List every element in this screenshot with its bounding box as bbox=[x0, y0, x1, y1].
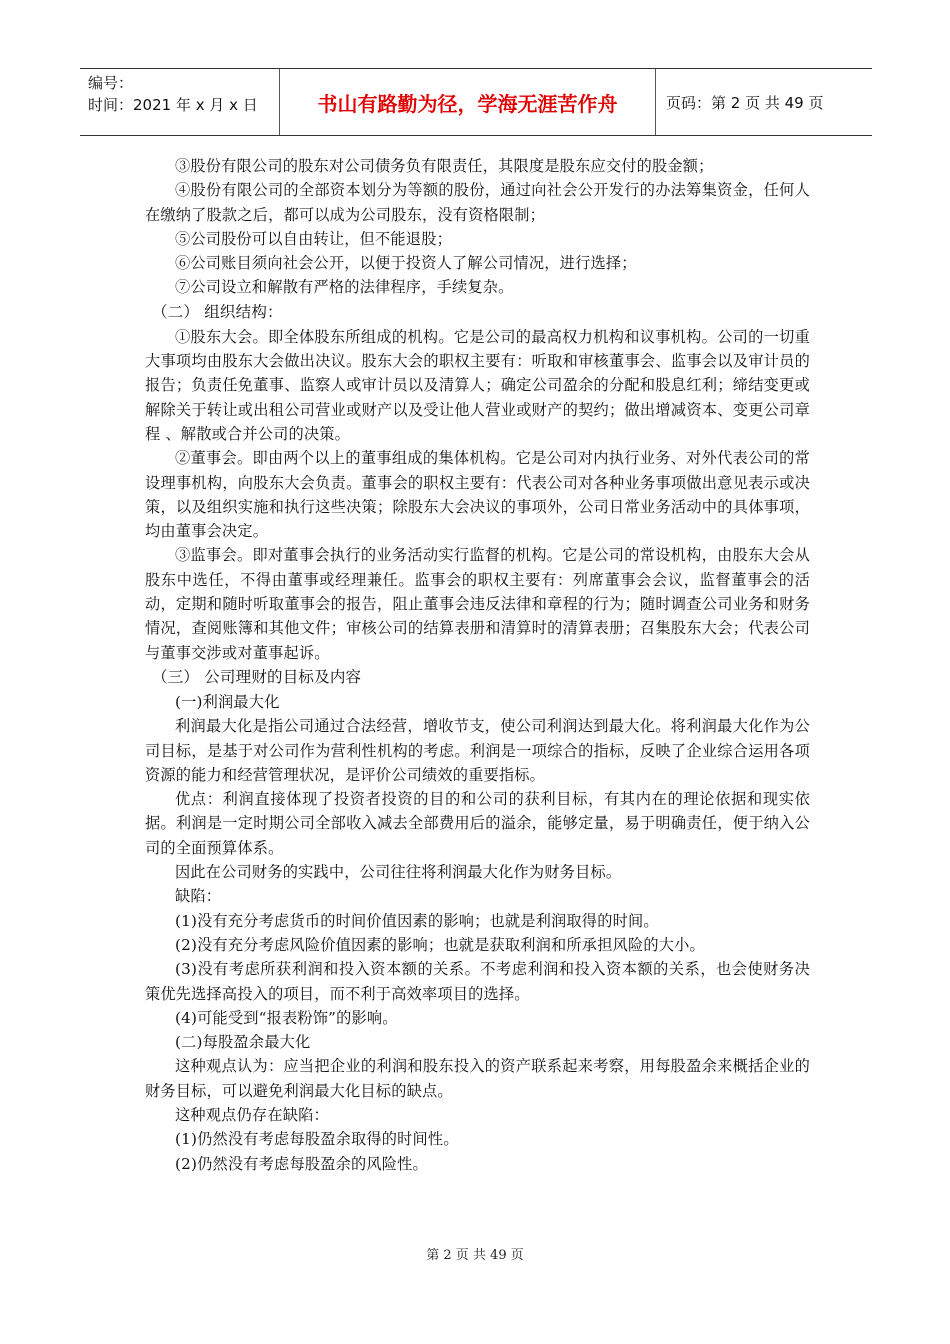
paragraph: (1)没有充分考虑货币的时间价值因素的影响；也就是利润取得的时间。 bbox=[175, 911, 659, 930]
header-meta bbox=[80, 69, 280, 135]
header-code-label: 编号： bbox=[88, 74, 134, 92]
header-date: 时间：2021 年 x 月 x 日 bbox=[88, 96, 258, 114]
paragraph: (3)没有考虑所获利润和投入资本额的关系。不考虑利润和投入资本额的关系，也会使财务决策优先选择高投入的项目，而不利于高效率项目的选择。 bbox=[145, 960, 810, 1003]
paragraph: 这种观点仍存在缺陷： bbox=[175, 1105, 329, 1124]
paragraph: ④股份有限公司的全部资本划分为等额的股份，通过向社会公开发行的办法筹集资金，任何人在缴纳了股款之后，都可以成为公司股东，没有资格限制； bbox=[145, 181, 810, 224]
paragraph: (一)利润最大化 bbox=[175, 692, 280, 711]
paragraph: ③监事会。即对董事会执行的业务活动实行监督的机构。它是公司的常设机构，由股东大会从股东中选任，不得由董事或经理兼任。监事会的职权主要有：列席董事会会议，监督董事会的活动，定期和随时听取董事会的报告，阻止董事会违反法律和章程的行为；随时调查公司业务和财务情况，查阅账簿和其他文件；审核公司的结算表册和清算时的清算表册；召集股东大会；代表公司与董事交涉或对董事起诉。 bbox=[145, 546, 810, 662]
paragraph: (2)仍然没有考虑每股盈余的风险性。 bbox=[175, 1154, 428, 1173]
paragraph: (4)可能受到“报表粉饰”的影响。 bbox=[175, 1008, 398, 1027]
header-page-info: 页码：第 2 页 共 49 页 bbox=[666, 93, 824, 112]
paragraph: 因此在公司财务的实践中，公司往往将利润最大化作为财务目标。 bbox=[175, 863, 622, 882]
paragraph: ②董事会。即由两个以上的董事组成的集体机构。它是公司对内执行业务、对外代表公司的常设理事机构，向股东大会负责。董事会的职权主要有：代表公司对各种业务事项做出意见表示或决策，以及组织实施和执行这些决策；除股东大会决议的事项外，公司日常业务活动中的具体事项，均由董事会决定。 bbox=[145, 449, 810, 541]
paragraph: 利润最大化是指公司通过合法经营，增收节支，使公司利润达到最大化。将利润最大化作为公司目标，是基于对公司作为营利性机构的考虑。利润是一项综合的指标，反映了企业综合运用各项资源的能力和经营管理状况，是评价公司绩效的重要指标。 bbox=[145, 717, 810, 784]
paragraph: (2)没有充分考虑风险价值因素的影响；也就是获取利润和所承担风险的大小。 bbox=[175, 935, 705, 954]
section-heading: （三） 公司理财的目标及内容 bbox=[152, 667, 362, 686]
page-header bbox=[80, 68, 872, 136]
paragraph: 优点：利润直接体现了投资者投资的目的和公司的获利目标，有其内在的理论依据和现实依据。利润是一定时期公司全部收入减去全部费用后的溢余，能够定量，易于明确责任，便于纳入公司的全面预算体系。 bbox=[145, 790, 810, 857]
paragraph: (1)仍然没有考虑每股盈余取得的时间性。 bbox=[175, 1130, 459, 1149]
paragraph: 这种观点认为：应当把企业的利润和股东投入的资产联系起来考察，用每股盈余来概括企业的财务目标，可以避免利润最大化目标的缺点。 bbox=[145, 1057, 810, 1100]
paragraph: ①股东大会。即全体股东所组成的机构。它是公司的最高权力机构和议事机构。公司的一切重大事项均由股东大会做出决议。股东大会的职权主要有：听取和审核董事会、监事会以及审计员的报告；负责任免董事、监察人或审计员以及清算人；确定公司盈余的分配和股息红利；缔结变更或解除关于转让或出租公司营业或财产以及受让他人营业或财产的契约；做出增减资本、变更公司章程 、解散或合并公司的决策。 bbox=[145, 327, 810, 443]
paragraph: ③股份有限公司的股东对公司债务负有限责任，其限度是股东应交付的股金额； bbox=[175, 157, 714, 175]
paragraph: 缺陷： bbox=[175, 887, 222, 906]
header-motto: 书山有路勤为径，学海无涯苦作舟 bbox=[280, 69, 656, 135]
paragraph: ⑦公司设立和解散有严格的法律程序，手续复杂。 bbox=[175, 278, 514, 297]
section-heading: （二） 组织结构： bbox=[152, 302, 283, 321]
paragraph: ⑥公司账目须向社会公开，以便于投资人了解公司情况，进行选择； bbox=[175, 254, 637, 273]
paragraph: ⑤公司股份可以自由转让，但不能退股； bbox=[175, 229, 452, 248]
document-body bbox=[145, 154, 810, 1176]
page-footer: 第 2 页 共 49 页 bbox=[426, 1248, 524, 1263]
paragraph: (二)每股盈余最大化 bbox=[175, 1033, 311, 1052]
